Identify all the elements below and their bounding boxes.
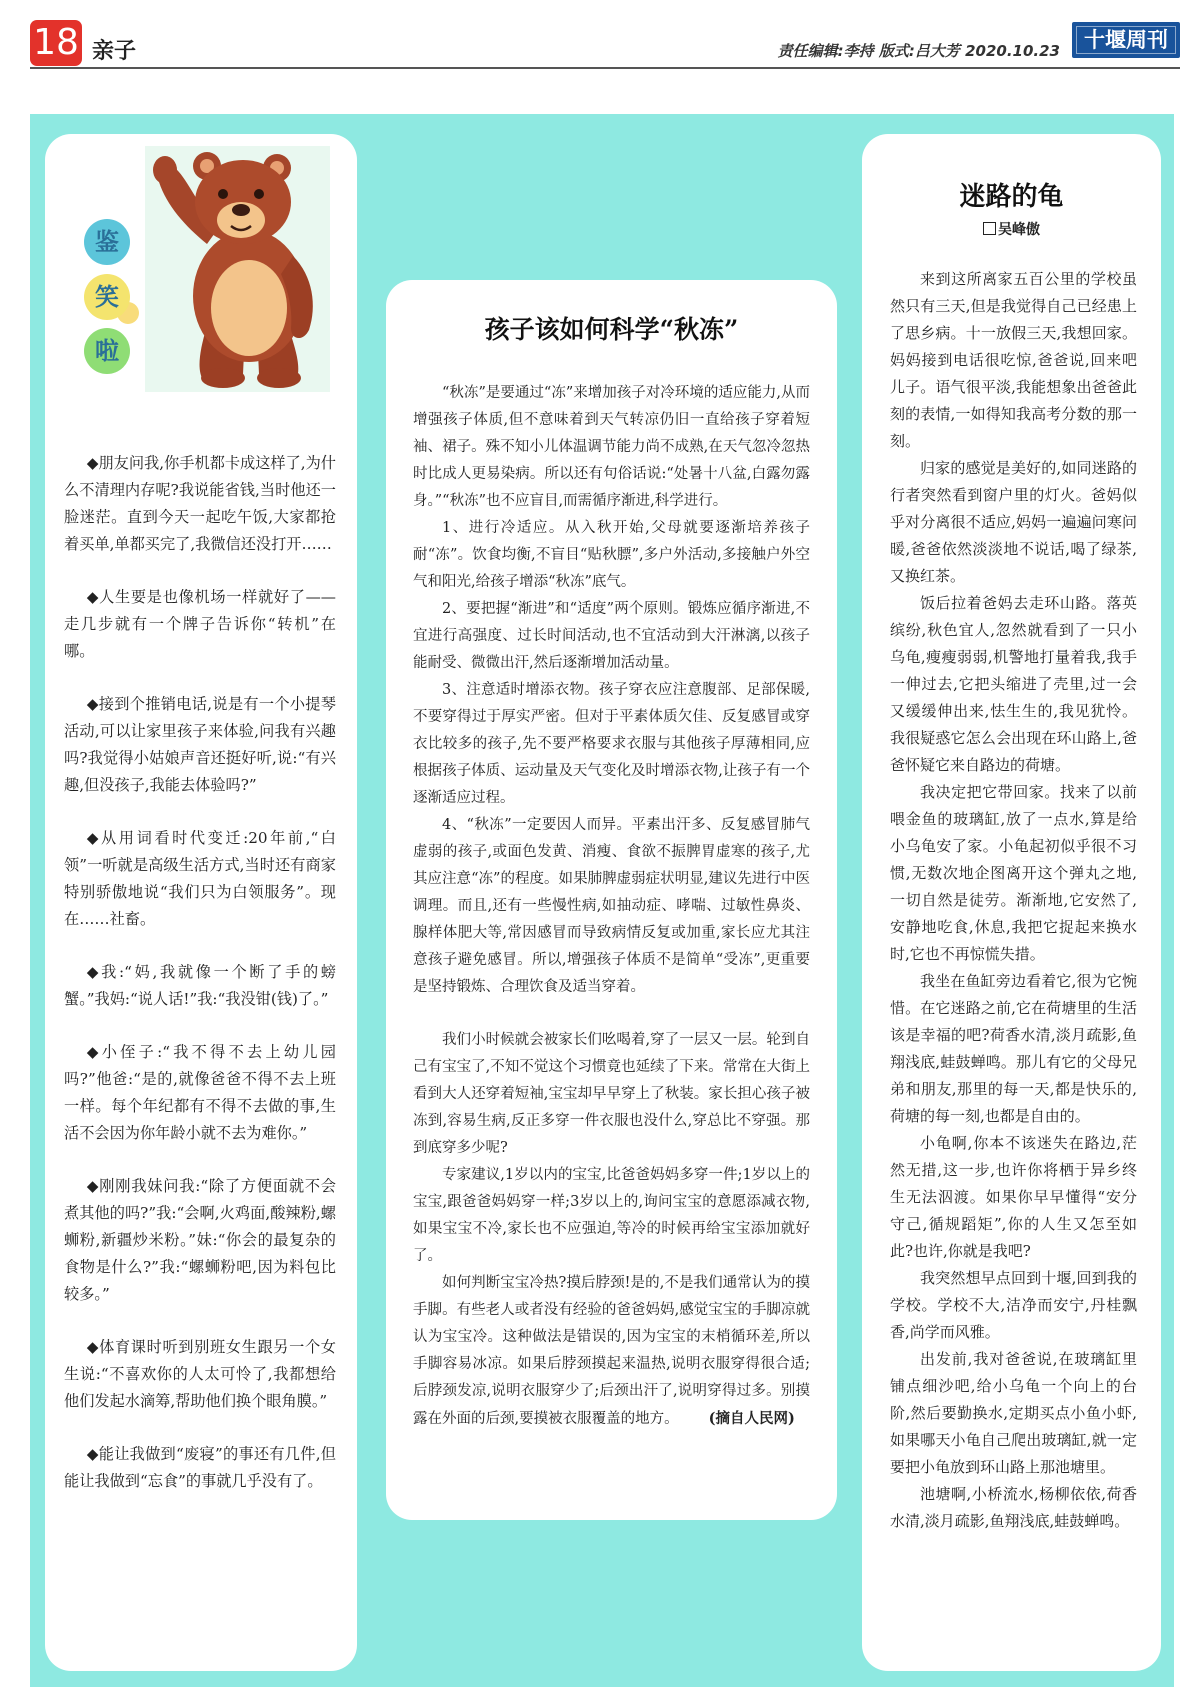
article-title: 孩子该如何科学“秋冻” (484, 315, 739, 344)
story-paragraph: 我决定把它带回家。找来了以前喂金鱼的玻璃缸,放了一点水,算是给小乌龟安了家。小龟起初似乎很不习惯,无数次地企图离开这个弹丸之地,一切自然是徒劳。渐渐地,它安然了,安静地吃食,休息,我把它捉起来换水时,它也不再惊慌失措。 (890, 783, 1137, 963)
byline-box-icon (983, 222, 996, 235)
joke-item: ◆体育课时听到别班女生跟另一个女生说:“不喜欢你的人太可怜了,我都想给他们发起水滴筹,帮助他们换个眼角膜。” (64, 1338, 336, 1410)
newspaper-logo: 十堰周刊 (1072, 22, 1180, 58)
story-byline (862, 219, 1161, 239)
article-paragraph-last (413, 1270, 810, 1433)
joke-item: ◆小侄子:“我不得不去上幼儿园吗?”他爸:“是的,就像爸爸不得不去上班一样。每个年纪都有不得不去做的事,生活不会因为你年龄小就不去为难你。” (64, 1043, 336, 1142)
editor-credits: 责任编辑:李持 版式:吕大芳 2020.10.23 (777, 42, 1060, 60)
article-paragraph: 1、进行冷适应。从入秋开始,父母就要逐渐培养孩子耐“冻”。饮食均衡,不盲目“贴秋膘”,多户外活动,多接触户外空气和阳光,给孩子增添“秋冻”底气。 (413, 520, 810, 590)
article-paragraph: 3、注意适时增添衣物。孩子穿衣应注意腹部、足部保暖,不要穿得过于厚实严密。但对于平素体质欠佳、反复感冒或穿衣比较多的孩子,先不要严格要求衣服与其他孩子厚薄相同,应根据孩子体质、运动量及天气变化及时增添衣物,让孩子有一个逐渐适应过程。 (413, 682, 810, 806)
joke-item: ◆刚刚我妹问我:“除了方便面就不会煮其他的吗?”我:“会啊,火鸡面,酸辣粉,螺蛳粉,新疆炒米粉。”妹:“你会的最复杂的食物是什么?”我:“螺蛳粉吧,因为料包比较多。” (64, 1177, 336, 1303)
joke-list (64, 450, 336, 1521)
story-paragraph: 小龟啊,你本不该迷失在路边,茫然无措,这一步,也许你将栖于异乡终生无法泅渡。如果你早早懂得“安分守己,循规蹈矩”,你的人生又怎至如此?也许,你就是我吧? (890, 1134, 1137, 1260)
badge-char-2: 笑 (84, 274, 130, 320)
bear-icon (145, 146, 330, 392)
page-number: 18 (30, 20, 82, 66)
badge-char-1: 鉴 (84, 219, 130, 265)
story-body (890, 266, 1137, 1535)
joke-item: ◆能让我做到“废寝”的事还有几件,但能让我做到“忘食”的事就几乎没有了。 (64, 1445, 336, 1490)
section-title: 亲子 (92, 39, 137, 64)
article-paragraph: 2、要把握“渐进”和“适度”两个原则。锻炼应循序渐进,不宜进行高强度、过长时间活动,也不宜活动到大汗淋漓,以孩子能耐受、微微出汗,然后逐渐增加活动量。 (413, 601, 810, 671)
joke-item: ◆我:“妈,我就像一个断了手的螃蟹。”我妈:“说人话!”我:“我没钳(钱)了。” (64, 963, 336, 1008)
story-paragraph: 我突然想早点回到十堰,回到我的学校。学校不大,洁净而安宁,丹桂飘香,尚学而风雅。 (890, 1269, 1137, 1341)
joke-item: ◆朋友问我,你手机都卡成这样了,为什么不清理内存呢?我说能省钱,当时他还一脸迷茫。直到今天一起吃午饭,大家都抢着买单,单都买完了,我微信还没打开…… (64, 454, 336, 553)
story-paragraph: 归家的感觉是美好的,如同迷路的行者突然看到窗户里的灯火。爸妈似乎对分离很不适应,妈妈一遍遍问寒问暖,爸爸依然淡淡地不说话,喝了绿茶,又换红茶。 (890, 459, 1137, 585)
header-rule (30, 67, 1180, 69)
article-paragraph-text: 如何判断宝宝冷热?摸后脖颈!是的,不是我们通常认为的摸手脚。有些老人或者没有经验的爸爸妈妈,感觉宝宝的手脚凉就认为宝宝冷。这种做法是错误的,因为宝宝的末梢循环差,所以手脚容易冰凉。如果后脖颈摸起来温热,说明衣服穿得很合适;后脖颈发凉,说明衣服穿少了;后颈出汗了,说明穿得过多。别摸露在外面的后颈,要摸被衣服覆盖的地方。 (413, 1275, 810, 1427)
story-paragraph: 我坐在鱼缸旁边看着它,很为它惋惜。在它迷路之前,它在荷塘里的生活该是幸福的吧?荷香水清,淡月疏影,鱼翔浅底,蛙鼓蝉鸣。那儿有它的父母兄弟和朋友,那里的每一天,都是快乐的,荷塘的每一刻,也都是自由的。 (890, 972, 1137, 1125)
article-source: (摘自人民网) (708, 1410, 795, 1427)
story-paragraph: 出发前,我对爸爸说,在玻璃缸里铺点细沙吧,给小乌龟一个向上的台阶,然后要勤换水,定期买点小鱼小虾,如果哪天小龟自己爬出玻璃缸,就一定要把小龟放到环山路上那池塘里。 (890, 1350, 1137, 1476)
joke-item: ◆人生要是也像机场一样就好了——走几步就有一个牌子告诉你“转机”在哪。 (64, 588, 336, 660)
story-author: 吴峰傲 (998, 222, 1040, 238)
article-paragraph: “秋冻”是要通过“冻”来增加孩子对冷环境的适应能力,从而增强孩子体质,但不意味着到天气转凉仍旧一直给孩子穿着短袖、裙子。殊不知小儿体温调节能力尚不成熟,在天气忽冷忽热时比成人更易染病。所以还有句俗话说:“处暑十八盆,白露勿露身。”“秋冻”也不应盲目,而需循序渐进,科学进行。 (413, 385, 810, 509)
bear-illustration (145, 146, 330, 392)
joke-item: ◆从用词看时代变迁:20年前,“白领”一听就是高级生活方式,当时还有商家特别骄傲地说“我们只为白领服务”。现在……社畜。 (64, 829, 336, 928)
story-paragraph: 来到这所离家五百公里的学校虽然只有三天,但是我觉得自己已经患上了思乡病。十一放假三天,我想回家。妈妈接到电话很吃惊,爸爸说,回来吧儿子。语气很平淡,我能想象出爸爸此刻的表情,一如得知我高考分数的那一刻。 (890, 270, 1137, 450)
story-paragraph: 池塘啊,小桥流水,杨柳依依,荷香水清,淡月疏影,鱼翔浅底,蛙鼓蝉鸣。 (890, 1485, 1137, 1530)
article-paragraph: 4、“秋冻”一定要因人而异。平素出汗多、反复感冒肺气虚弱的孩子,或面色发黄、消瘦、食欲不振脾胃虚寒的孩子,尤其应注意“冻”的程度。如果肺脾虚弱症状明显,建议先进行中医调理。而且,还有一些慢性病,如抽动症、哮喘、过敏性鼻炎、腺样体肥大等,常因感冒而导致病情反复或加重,家长应尤其注意孩子避免感冒。所以,增强孩子体质不是简单“受冻”,更重要是坚持锻炼、合理饮食及适当穿着。 (413, 817, 810, 995)
joke-item: ◆接到个推销电话,说是有一个小提琴活动,可以让家里孩子来体验,问我有兴趣吗?我觉得小姑娘声音还挺好听,说:“有兴趣,但没孩子,我能去体验吗?” (64, 695, 336, 794)
story-paragraph: 饭后拉着爸妈去走环山路。落英缤纷,秋色宜人,忽然就看到了一只小乌龟,瘦瘦弱弱,机警地打量着我,我手一伸过去,它把头缩进了壳里,过一会又缓缓伸出来,怯生生的,我见犹怜。我很疑惑它怎么会出现在环山路上,爸爸怀疑它来自路边的荷塘。 (890, 594, 1137, 774)
article-paragraph: 专家建议,1岁以内的宝宝,比爸爸妈妈多穿一件;1岁以上的宝宝,跟爸爸妈妈穿一样;3岁以上的,询问宝宝的意愿添减衣物,如果宝宝不冷,家长也不应强迫,等冷的时候再给宝宝添加就好了。 (413, 1167, 810, 1264)
badge-char-3: 啦 (84, 328, 130, 374)
story-title: 迷路的龟 (959, 182, 1064, 212)
article-body (413, 380, 810, 1433)
article-paragraph: 我们小时候就会被家长们吆喝着,穿了一层又一层。轮到自己有宝宝了,不知不觉这个习惯竟也延续了下来。常常在大街上看到大人还穿着短袖,宝宝却早早穿上了秋装。家长担心孩子被冻到,容易生病,反正多穿一件衣服也没什么,穿总比不穿强。那到底穿多少呢? (413, 1032, 810, 1156)
